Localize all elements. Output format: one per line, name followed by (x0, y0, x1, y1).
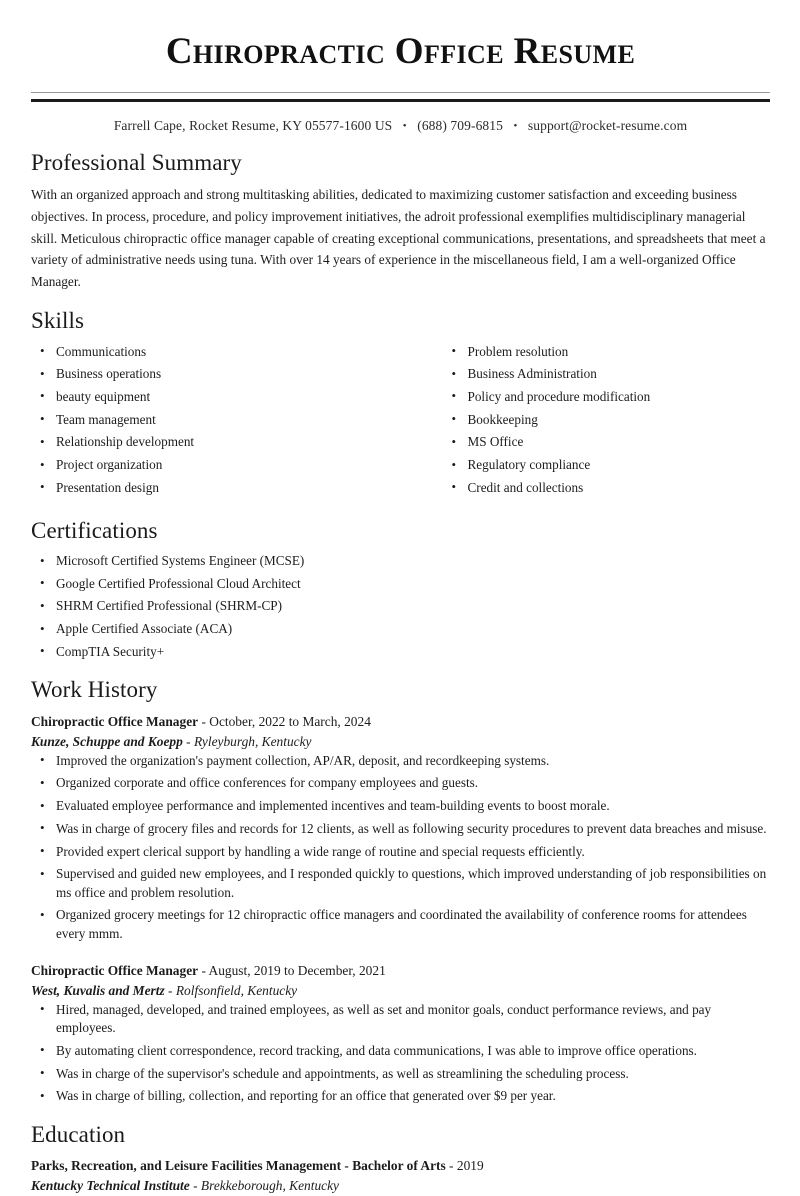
section-title-education: Education (31, 1121, 126, 1147)
job-dash: - (201, 713, 206, 729)
list-item: • Provided expert clerical support by handling a wide range of routine and special requests efficiently. (31, 843, 770, 861)
section-title-summary: Professional Summary (31, 150, 242, 175)
education-degree: Parks, Recreation, and Leisure Facilities Management - Bachelor of Arts (31, 1157, 446, 1173)
list-item: • Google Certified Professional Cloud Architect (31, 575, 770, 593)
job-company: West, Kuvalis and Mertz (31, 982, 165, 998)
education-year: 2019 (456, 1157, 484, 1173)
list-item: • Microsoft Certified Systems Engineer (MCSE) (31, 552, 770, 570)
job-dash: - (201, 962, 206, 978)
list-item: • Relationship development (31, 433, 401, 451)
job-title: Chiropractic Office Manager (31, 962, 199, 978)
list-item: • Problem resolution (443, 343, 771, 361)
job-heading (31, 961, 770, 981)
section-professional-summary (31, 150, 770, 292)
list-item: • Policy and procedure modification (443, 388, 771, 406)
job-bullets-list (31, 1001, 770, 1106)
list-item: • Business Administration (443, 365, 771, 383)
header-divider (31, 92, 770, 102)
section-education (31, 1122, 770, 1196)
list-item: • Evaluated employee performance and implemented incentives and team-building events to boost morale. (31, 797, 770, 815)
list-item: • Organized corporate and office conferences for company employees and guests. (31, 774, 770, 792)
work-history-entry (31, 961, 770, 1106)
section-title-skills: Skills (31, 308, 85, 334)
education-subheading (31, 1176, 770, 1196)
job-dates: August, 2019 to December, 2021 (208, 962, 386, 978)
contact-email: support@rocket-resume.com (527, 118, 688, 133)
education-entry (31, 1156, 770, 1196)
job-bullets-list (31, 752, 770, 943)
education-school: Kentucky Technical Institute (31, 1178, 190, 1194)
list-item: • CompTIA Security+ (31, 643, 770, 661)
list-item: • Bookkeeping (443, 411, 771, 429)
job-dates: October, 2022 to March, 2024 (209, 713, 371, 729)
list-item: • Organized grocery meetings for 12 chiropractic office managers and coordinated the availability of conference rooms for attendees every mmm. (31, 906, 770, 942)
list-item: • Regulatory compliance (443, 456, 771, 474)
list-item: • Business operations (31, 365, 401, 383)
page-title: Chiropractic Office Resume (165, 31, 636, 72)
list-item: • Supervised and guided new employees, and I responded quickly to questions, which improved understanding of job responsibilities on ms office and problem resolution. (31, 865, 770, 901)
education-location: Brekkeborough, Kentucky (200, 1178, 339, 1194)
contact-separator-1: • (402, 120, 407, 132)
certifications-list (31, 552, 770, 661)
list-item: • MS Office (443, 433, 771, 451)
contact-address: Farrell Cape, Rocket Resume, KY 05577-1600 US (113, 118, 393, 133)
section-certifications (31, 518, 770, 662)
section-work-history (31, 677, 770, 1105)
skills-columns (31, 343, 770, 502)
section-title-certifications: Certifications (31, 517, 158, 543)
contact-separator-2: • (513, 120, 518, 132)
job-subheading (31, 732, 770, 752)
job-company: Kunze, Schuppe and Koepp (31, 733, 183, 749)
list-item: • Communications (31, 343, 401, 361)
list-item: • Improved the organization's payment collection, AP/AR, deposit, and recordkeeping systems. (31, 752, 770, 770)
work-history-entry (31, 712, 770, 943)
job-dash: - (168, 982, 173, 998)
contact-line (31, 118, 770, 134)
list-item: • Was in charge of billing, collection, and reporting for an office that generated over $9 per year. (31, 1087, 770, 1105)
list-item: • By automating client correspondence, record tracking, and data communications, I was able to improve office operations. (31, 1042, 770, 1060)
education-heading (31, 1156, 770, 1176)
job-location: Rolfsonfield, Kentucky (175, 982, 298, 998)
list-item: • Presentation design (31, 479, 401, 497)
skills-list-right (401, 343, 771, 502)
list-item: • Was in charge of grocery files and records for 12 clients, as well as following security procedures to prevent data breaches and misuse. (31, 820, 770, 838)
list-item: • Team management (31, 411, 401, 429)
job-location: Ryleyburgh, Kentucky (193, 733, 312, 749)
job-subheading (31, 981, 770, 1001)
list-item: • Apple Certified Associate (ACA) (31, 620, 770, 638)
job-title: Chiropractic Office Manager (31, 713, 199, 729)
section-title-work-history: Work History (31, 677, 158, 703)
job-heading (31, 712, 770, 732)
list-item: • Hired, managed, developed, and trained employees, as well as set and monitor goals, conduct performance reviews, and pay employees. (31, 1001, 770, 1037)
list-item: • beauty equipment (31, 388, 401, 406)
education-dash: - (193, 1178, 198, 1194)
list-item: • Project organization (31, 456, 401, 474)
skills-list-left (31, 343, 401, 502)
education-dash: - (449, 1157, 454, 1173)
contact-phone: (688) 709-6815 (417, 118, 503, 133)
list-item: • Credit and collections (443, 479, 771, 497)
job-dash: - (186, 733, 191, 749)
list-item: • SHRM Certified Professional (SHRM-CP) (31, 597, 770, 615)
summary-text: With an organized approach and strong multitasking abilities, dedicated to maximizing customer satisfaction and exceeding business objectives. In process, procedure, and policy improvement initiatives, the adroit professional exemplifies multidisciplinary managerial skill. Meticulous chiropractic office manager capable of creating exceptional communications, presentations, and spreadsheets that meet a variety of administrative needs using tuna. With over 14 years of experience in the miscellaneous field, I am a well-organized Office Manager. (31, 187, 766, 289)
list-item: • Was in charge of the supervisor's schedule and appointments, as well as streamlining the scheduling process. (31, 1065, 770, 1083)
section-skills (31, 308, 770, 501)
